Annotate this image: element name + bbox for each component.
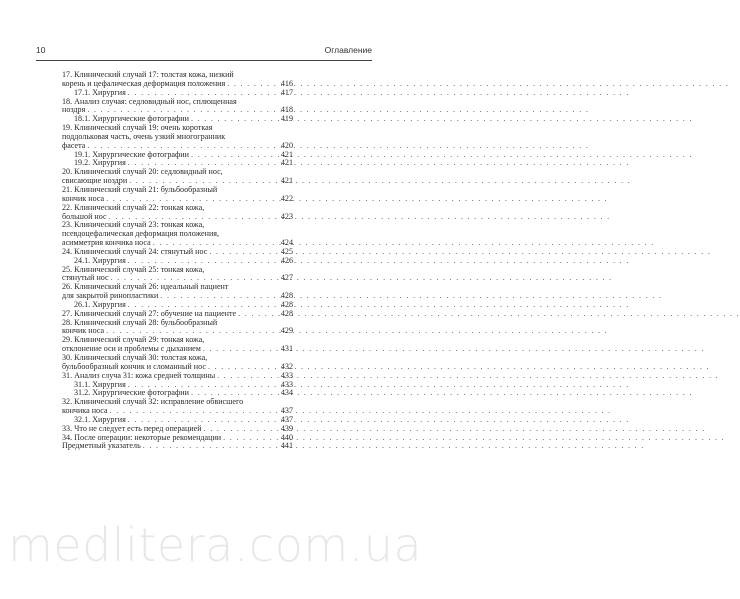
toc-page-number: 429 <box>280 326 293 336</box>
toc-entry-title: асимметрия кончика носа <box>62 238 151 248</box>
toc-entry-title: свисающие ноздри <box>62 176 128 186</box>
toc-page-number: 441 <box>280 441 293 451</box>
toc-entry-title: 26. Клинический случай 26: идеальный пациент <box>62 282 229 292</box>
watermark: medlitera.com.ua <box>8 518 423 572</box>
toc-entry-title: большой нос <box>62 211 107 221</box>
toc-page-number: 423 <box>280 211 293 221</box>
toc-entry-title: Предметный указатель <box>62 441 141 451</box>
toc-entry-title: 32. Клинический случай 32: исправление обвисшего <box>62 397 244 407</box>
toc-entry[interactable] <box>62 124 293 151</box>
toc-entry[interactable] <box>62 71 293 89</box>
toc-page-number: 433 <box>280 379 293 389</box>
toc-entry-title: 26.1. Хирургия <box>74 299 126 309</box>
toc-entry[interactable] <box>62 319 293 337</box>
toc-page-number: 434 <box>280 388 293 398</box>
toc-entry-title: 21. Клинический случай 21: бульбообразный <box>62 184 218 194</box>
toc-entry-title: 31.2. Хирургические фотографии <box>74 388 189 398</box>
toc-page-number: 419 <box>280 114 293 124</box>
toc-entry-title: 31.1. Хирургия <box>74 379 126 389</box>
toc-entry-title: 31. Анализ случа 31: кожа средней толщины <box>62 370 216 380</box>
toc-page-number: 431 <box>280 344 293 354</box>
toc-page-number: 421 <box>280 176 293 186</box>
toc-page-number: 421 <box>280 158 293 168</box>
toc-entry[interactable] <box>62 98 293 116</box>
table-of-contents <box>62 71 293 451</box>
toc-page-number: 420 <box>280 140 293 150</box>
toc-page-number: 428 <box>280 291 293 301</box>
toc-entry-title: 23. Клинический случай 23: тонкая кожа, <box>62 220 205 230</box>
toc-page-number: 439 <box>280 423 293 433</box>
toc-entry[interactable] <box>62 442 293 451</box>
toc-page-number: 428 <box>280 299 293 309</box>
toc-entry-title: поддольковая часть, очень узкий многогранник <box>62 131 226 141</box>
toc-entry[interactable] <box>62 204 293 222</box>
toc-entry-title: 28. Клинический случай 28: бульбообразный <box>62 317 218 327</box>
toc-page-number: 437 <box>280 406 293 416</box>
toc-entry[interactable] <box>62 266 293 284</box>
toc-entry-line <box>62 442 293 451</box>
toc-entry-title: 25. Клинический случай 25: тонкая кожа, <box>62 264 205 274</box>
toc-entry[interactable] <box>62 221 293 248</box>
toc-entry-title: 18. Анализ случая: седловидный нос, сплющенная <box>62 96 237 106</box>
toc-leader-dots <box>203 345 279 354</box>
toc-page-number: 421 <box>280 149 293 159</box>
toc-page-number: 440 <box>280 432 293 442</box>
toc-entry-title: 30. Клинический случай 30: толстая кожа, <box>62 353 208 362</box>
toc-entry-title: ноздря <box>62 105 86 115</box>
toc-entry-title: 17. Клинический случай 17: толстая кожа, низкий <box>62 70 234 79</box>
toc-page-number: 424 <box>280 238 293 248</box>
toc-page-number: 437 <box>280 414 293 424</box>
toc-page-number: 427 <box>280 273 293 283</box>
running-header <box>36 45 372 61</box>
toc-entry-title: 19.2. Хирургия <box>74 158 126 168</box>
toc-entry-title: псевдоцефалическая деформация положения, <box>62 229 220 239</box>
toc-entry[interactable] <box>62 354 293 372</box>
toc-entry-title: 33. Что не следует есть перед операцией <box>62 423 202 433</box>
toc-page-number: 433 <box>280 370 293 380</box>
toc-entry-title: бульбообразный кончик и сломанный нос <box>62 361 206 371</box>
toc-entry[interactable] <box>62 186 293 204</box>
toc-entry-title: 19. Клинический случай 19: очень короткая <box>62 123 213 133</box>
toc-entry[interactable] <box>62 336 293 354</box>
toc-entry[interactable] <box>62 283 293 301</box>
toc-entry-title: 32.1. Хирургия <box>74 414 126 424</box>
toc-leader-dots <box>143 442 279 451</box>
toc-page-number: 432 <box>280 361 293 371</box>
page-number: 10 <box>36 45 46 55</box>
toc-page-number: 422 <box>280 193 293 203</box>
toc-entry-title: отклонение оси и проблемы с дыханием <box>62 344 201 354</box>
toc-entry-title: 24.1. Хирургия <box>74 255 126 265</box>
header-rule <box>36 60 372 61</box>
toc-entry-title: для закрытой ринопластики <box>62 291 159 301</box>
toc-entry-title: 29. Клинический случай 29: тонкая кожа, <box>62 335 205 345</box>
toc-entry-title: 27. Клинический случай 27: обучение на пациенте <box>62 308 237 318</box>
running-title: Оглавление <box>324 45 372 55</box>
toc-page-number: 425 <box>280 246 293 256</box>
toc-entry-title: кончик носа <box>62 193 105 203</box>
toc-entry[interactable] <box>62 398 293 416</box>
toc-entry-title: фасета <box>62 140 86 150</box>
toc-page-number: 426 <box>280 255 293 265</box>
toc-entry-title: кончика носа <box>62 406 108 416</box>
toc-page-number: 418 <box>280 105 293 115</box>
toc-entry-title: 19.1. Хирургические фотографии <box>74 149 189 159</box>
toc-entry-title: 18.1. Хирургические фотографии <box>74 114 189 124</box>
toc-entry-title: 24. Клинический случай 24: стянутый нос <box>62 246 208 256</box>
toc-entry[interactable] <box>62 168 293 186</box>
toc-page-number: 417 <box>280 87 293 97</box>
toc-entry-title: стянутый нос <box>62 273 109 283</box>
toc-entry-title: кончик носа <box>62 326 105 336</box>
toc-leader-dots <box>238 310 279 319</box>
toc-entry-title: корень и цефалическая деформация положения <box>62 78 226 88</box>
toc-page-number: 428 <box>280 308 293 318</box>
toc-entry-title: 34. После операции: некоторые рекомендации <box>62 432 222 442</box>
toc-entry-title: 17.1. Хирургия <box>74 87 126 97</box>
toc-entry-title: 20. Клинический случай 20: седловидный нос, <box>62 167 223 177</box>
toc-entry-title: 22. Клинический случай 22: тонкая кожа, <box>62 202 205 212</box>
toc-page-number: 416 <box>280 78 293 88</box>
